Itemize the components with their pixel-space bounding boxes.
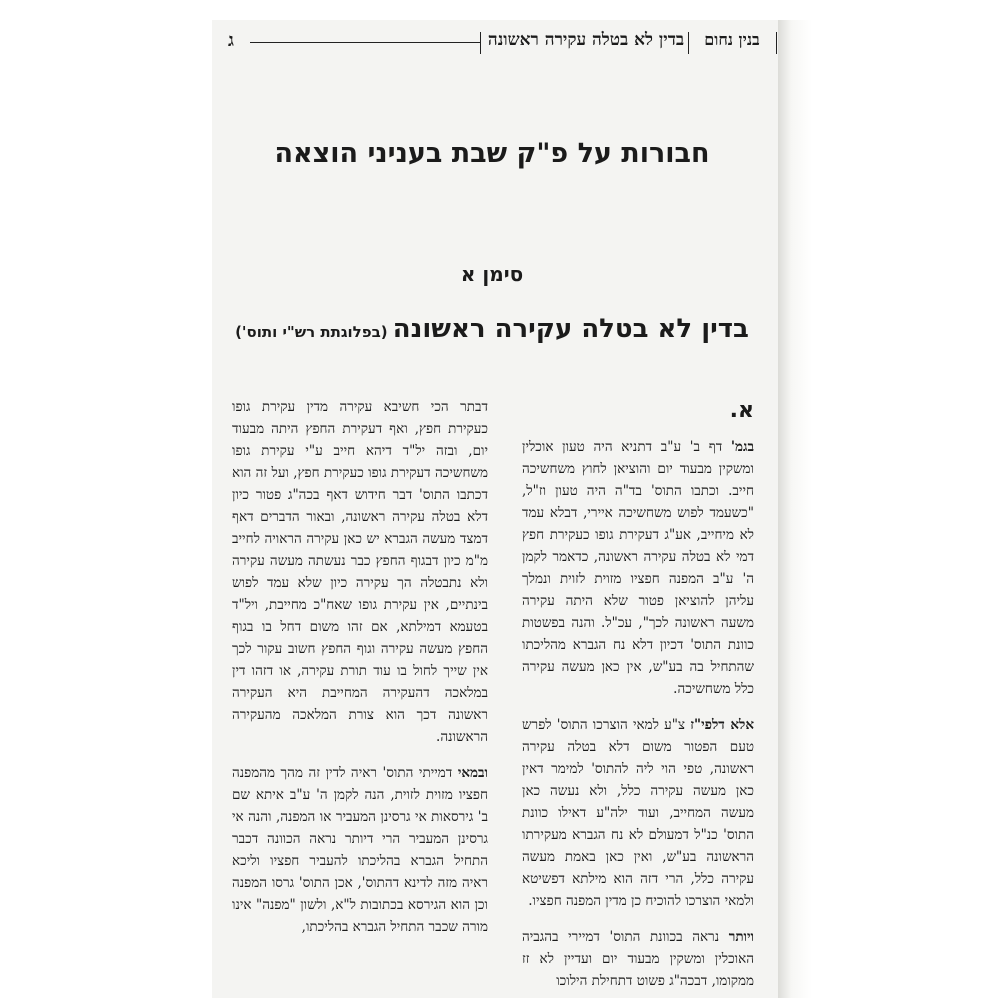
left-column — [232, 396, 488, 938]
paragraph — [232, 762, 488, 938]
paragraph-lead: בגמ' — [730, 439, 754, 455]
header-rule — [250, 42, 480, 43]
page-title: חבורות על פ"ק שבת בעניני הוצאה — [274, 138, 710, 169]
paragraph-text: צ"ע למאי הוצרכו התוס' לפרש טעם הפטור משום דלא בטלה עקירה ראשונה, טפי הוי ליה להתוס' למימר דאין כאן מעשה עקירה כלל, ולא נעשה כאן מעשה המחייב, ועוד ילה"ע דאילו כוונת התוס' כנ"ל דמעולם לא נח הגברא מעקירתו הראשונה בע"ש, ואין כאן באמת מעשה עקירה כלל, הרי דזה הוא מילתא דפשיטא ולמאי הוצרכו להוכיח כן מדין המפנה חפציו. — [522, 717, 754, 909]
subtitle-main: בדין לא בטלה עקירה ראשונה — [392, 314, 749, 344]
paragraph-text: דבתר הכי חשיבא עקירה מדין עקירת גופו כעקירת חפץ, ואף דעקירת החפץ היתה מבעוד יום, ובזה יל"ד דיהא חייב ע"י עקירת גופו משחשיכה דעקירת גופו כעקירת חפץ, ועל זה הוא דכתבו התוס' דבר חידוש דאף בכה"ג פטור כיון דלא בטלה עקירה ראשונה, ובאור הדברים דאף דמצד מעשה הגברא יש כאן עקירה הראויה לחייב מ"מ כיון דבגוף החפץ כבר נעשתה מעשה עקירה ולא נתבטלה הך עקירה כיון שלא עמד לפוש בינתיים, אין עקירת גופו שאח"כ מחייבת, ויל"ד בטעמא דמילתא, אם זהו משום דחל בו בגוף החפץ מעשה עקירה וגוף החפץ חשוב עקור לכך אין שייך לחול בו עוד תורת עקירה, או דזהו דין במלאכה דהעקירה המחייבת היא העקירה ראשונה דכך הוא צורת המלאכה מהעקירה הראשונה. — [232, 399, 488, 745]
page-number: ג — [228, 30, 234, 51]
chapter-title: בדין לא בטלה עקירה ראשונה — [487, 30, 685, 50]
paragraph-lead: ויותר — [728, 929, 754, 945]
paragraph — [522, 436, 754, 700]
paragraph-lead: אלא דלפי"ז — [690, 717, 755, 733]
siman-label: סימן א — [460, 262, 524, 286]
paragraph-text: דמייתי התוס' ראיה לדין זה מהך מהמפנה חפציו מזוית לזוית, הנה לקמן ה' ע"ב איתא שם ב' גירסאות אי גרסינן המעביר או המפנה, והנה אי גרסינן המעביר הרי דיותר נראה הכוונה דכבר התחיל הגברא בהליכתו להעביר חפציו וליכא ראיה מזה לדינא דהתוס', אכן התוס' גרסו המפנה וכן הוא הגירסא בכתובות ל"א, ולשון "מפנה" אינו מורה שכבר התחיל הגברא בהליכתו, — [232, 765, 488, 935]
header-bracket — [480, 32, 481, 54]
right-column — [522, 400, 754, 992]
paragraph — [232, 396, 488, 748]
header-bracket — [688, 32, 689, 54]
running-header — [228, 30, 774, 56]
paragraph-lead: ובמאי — [457, 765, 488, 781]
page-edge — [778, 20, 812, 998]
paragraph-text: נראה בכוונת התוס' דמיירי בהגביה האוכלין ומשקין מבעוד יום ועדיין לא זז ממקומו, דבכה"ג פשוט דתחילת הילוכו — [522, 929, 754, 989]
section-subtitle — [232, 314, 752, 344]
subtitle-note: (בפלוגתת רש"י ותוס') — [235, 323, 388, 341]
book-title: בנין נחום — [704, 30, 760, 49]
paragraph — [522, 714, 754, 912]
section-letter: א. — [729, 398, 754, 423]
paragraph — [522, 926, 754, 992]
paragraph-text: דף ב' ע"ב דתניא היה טעון אוכלין ומשקין מבעוד יום והוציאן לחוץ משחשיכה חייב. וכתבו התוס' בד"ה היה טעון וז"ל, "כשעמד לפוש משחשיכה איירי, דבלא עמד לא מיחייב, אע"ג דעקירת גופו כעקירת חפץ דמי לא בטלה עקירה ראשונה, כדאמר לקמן ה' ע"ב המפנה חפציו מזוית לזוית ונמלך עליהן להוציאן פטור שלא היתה עקירה משעה ראשונה לכך", עכ"ל. והנה בפשטות כוונת התוס' דכיון דלא נח הגברא מהליכתו שהתחיל בה בע"ש, אין כאן מעשה עקירה כלל משחשיכה. — [522, 439, 754, 697]
header-bracket — [776, 32, 777, 54]
